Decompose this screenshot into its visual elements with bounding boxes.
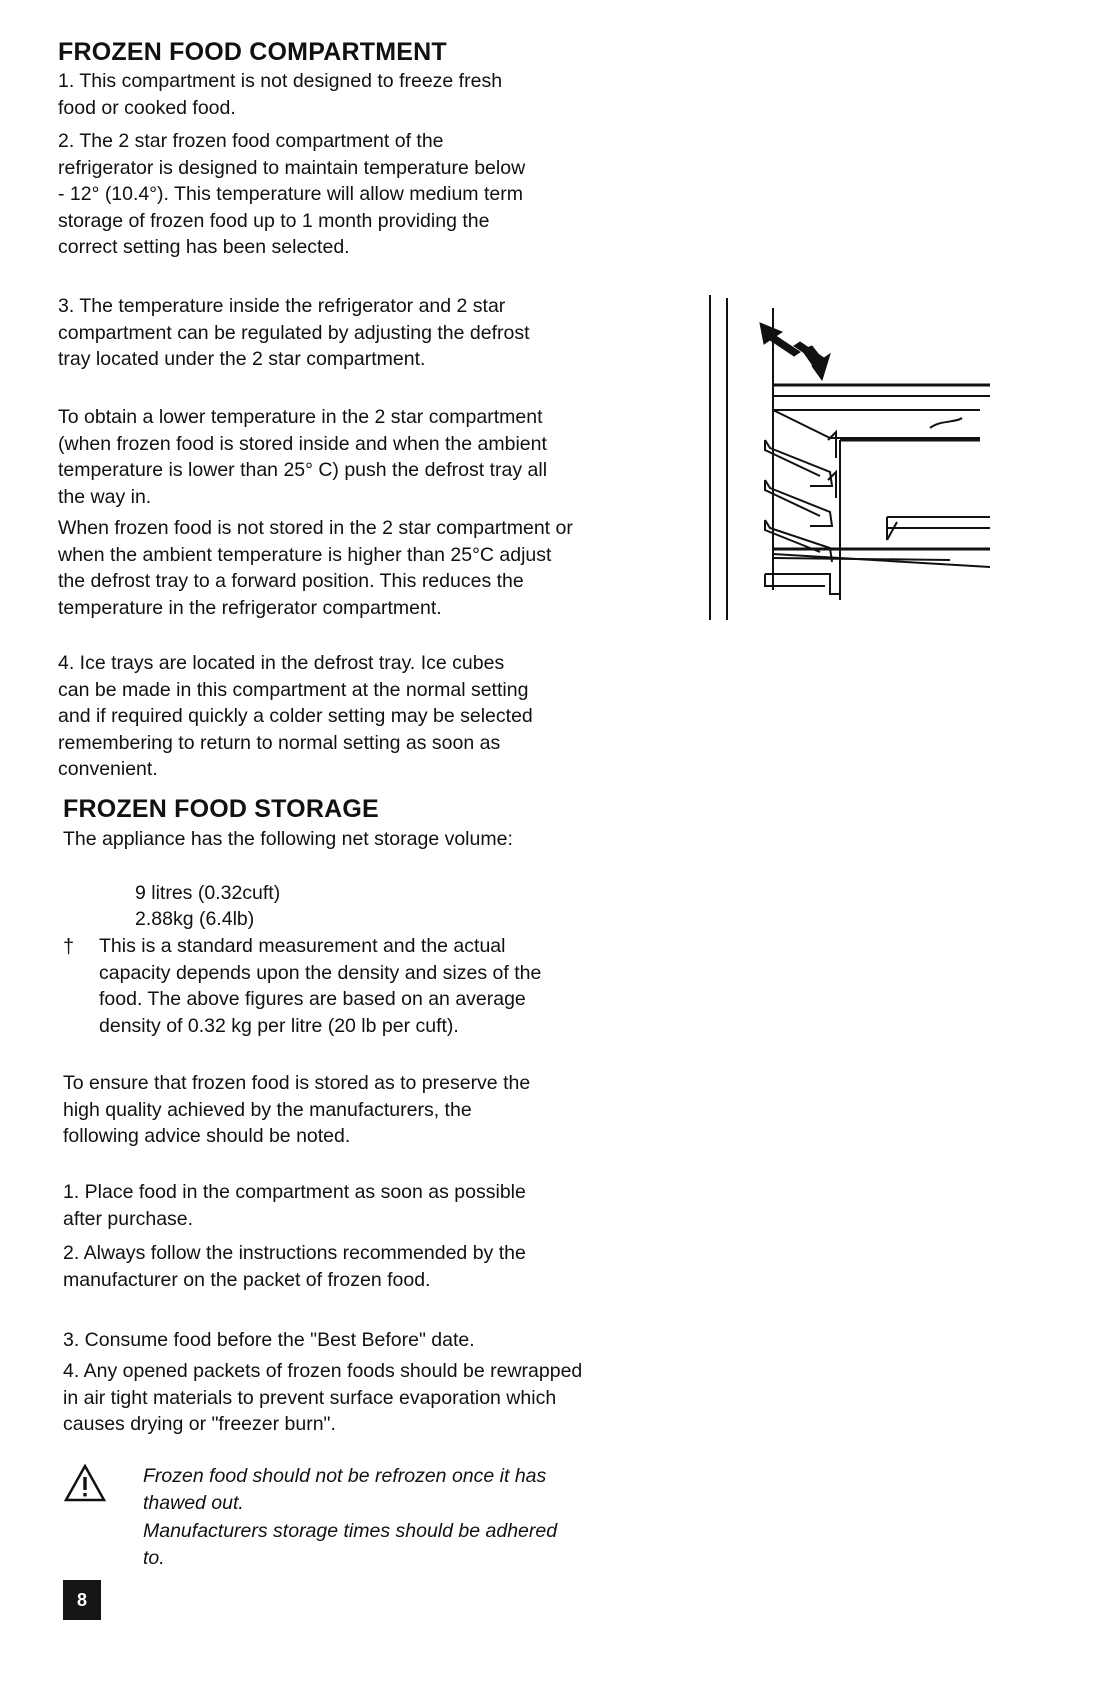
section-heading-compartment: FROZEN FOOD COMPARTMENT [58, 38, 447, 66]
warning-refreeze: Frozen food should not be refrozen once it has thawed out. [143, 1465, 547, 1514]
paragraph-2: 2. The 2 star frozen food compartment of the refrigerator is designed to maintain temperature below - 12° (10.4°). This temperature will allow medium term storage of frozen food up to 1 month providing the correct setting has been selected. [58, 130, 526, 258]
paragraph-1: 1. This compartment is not designed to freeze fresh food or cooked food. [58, 70, 503, 119]
warning-storage-times: Manufacturers storage times should be adhered to. [143, 1520, 558, 1569]
volume-kg: 2.88kg (6.4lb) [135, 908, 255, 930]
volume-litres: 9 litres (0.32cuft) [135, 882, 281, 904]
defrost-tray-diagram [700, 290, 1000, 630]
advice-item-3: 3. Consume food before the "Best Before" date. [63, 1329, 475, 1351]
paragraph-6: 4. Ice trays are located in the defrost tray. Ice cubes can be made in this compartment at the normal setting and if required quickly a colder setting may be selected remembering to return to normal setting as soon as convenient. [58, 652, 533, 780]
warning-triangle-icon [63, 1463, 107, 1503]
advice-intro: To ensure that frozen food is stored as to preserve the high quality achieved by the manufacturers, the following advice should be noted. [63, 1072, 531, 1147]
paragraph-3: 3. The temperature inside the refrigerator and 2 star compartment can be regulated by adjusting the defrost tray located under the 2 star compartment. [58, 295, 530, 370]
section-heading-storage: FROZEN FOOD STORAGE [63, 795, 379, 823]
storage-intro: The appliance has the following net storage volume: [63, 828, 513, 850]
advice-item-2: 2. Always follow the instructions recommended by the manufacturer on the packet of frozen food. [63, 1242, 526, 1291]
advice-item-1: 1. Place food in the compartment as soon as possible after purchase. [63, 1181, 526, 1230]
paragraph-4: To obtain a lower temperature in the 2 star compartment (when frozen food is stored inside and when the ambient temperature is lower than 25° C) push the defrost tray all the way in. [58, 406, 548, 508]
advice-item-4: 4. Any opened packets of frozen foods should be rewrapped in air tight materials to prevent surface evaporation which causes drying or "freezer burn". [63, 1360, 583, 1435]
paragraph-5: When frozen food is not stored in the 2 star compartment or when the ambient temperature is higher than 25°C adjust the defrost tray to a forward position. This reduces the temperature in the refrigerator compartment. [58, 517, 573, 619]
dagger-symbol: † [63, 936, 75, 958]
dagger-note: This is a standard measurement and the actual capacity depends upon the density and sizes of the food. The above figures are based on an average density of 0.32 kg per litre (20 lb per cuft). [99, 935, 542, 1037]
page-number: 8 [63, 1580, 101, 1620]
